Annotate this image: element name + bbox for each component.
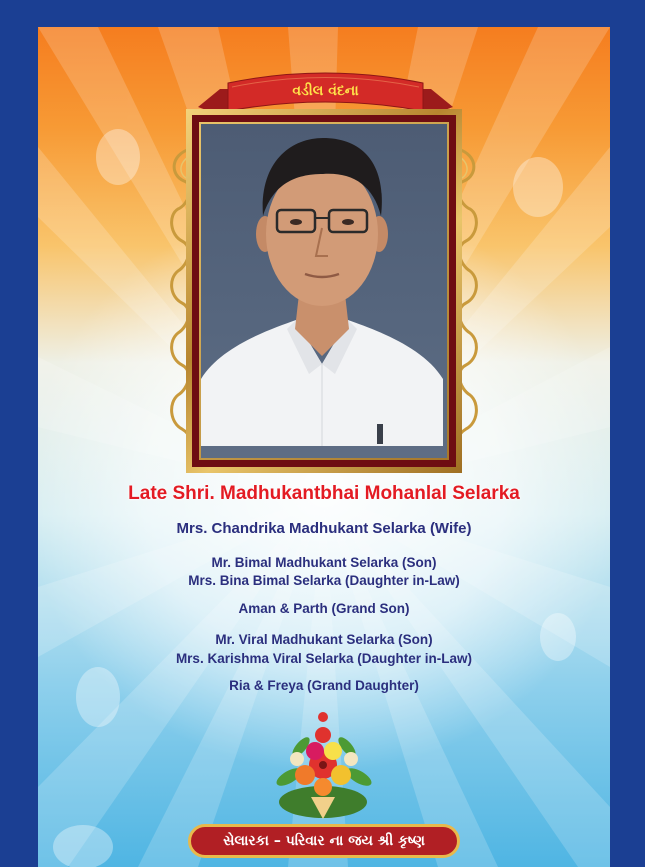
portrait-photo (201, 124, 447, 458)
portrait-figure (201, 124, 443, 446)
footer-banner (188, 824, 460, 858)
wife-name: Mrs. Chandrika Madhukant Selarka (Wife) (176, 520, 472, 537)
daughter-in-law1-name: Mrs. Bina Bimal Selarka (Daughter in-Law) (188, 573, 460, 588)
header-title: વડીલ વંદના (292, 83, 359, 99)
flower-bouquet-icon (271, 707, 376, 822)
son1-name: Mr. Bimal Madhukant Selarka (Son) (211, 555, 437, 570)
son2-name: Mr. Viral Madhukant Selarka (Son) (215, 632, 433, 647)
granddaughters-names: Ria & Freya (Grand Daughter) (229, 678, 419, 693)
daughter-in-law2-name: Mrs. Karishma Viral Selarka (Daughter in-Law) (175, 651, 473, 666)
tribute-card (38, 27, 610, 867)
deceased-name: Late Shri. Madhukantbhai Mohanlal Selarka (128, 483, 520, 504)
portrait-frame (186, 109, 462, 473)
footer-text: સેલારકા – પરિવાર ના જય શ્રી કૃષ્ણ (223, 833, 425, 849)
grandsons-names: Aman & Parth (Grand Son) (238, 601, 410, 616)
